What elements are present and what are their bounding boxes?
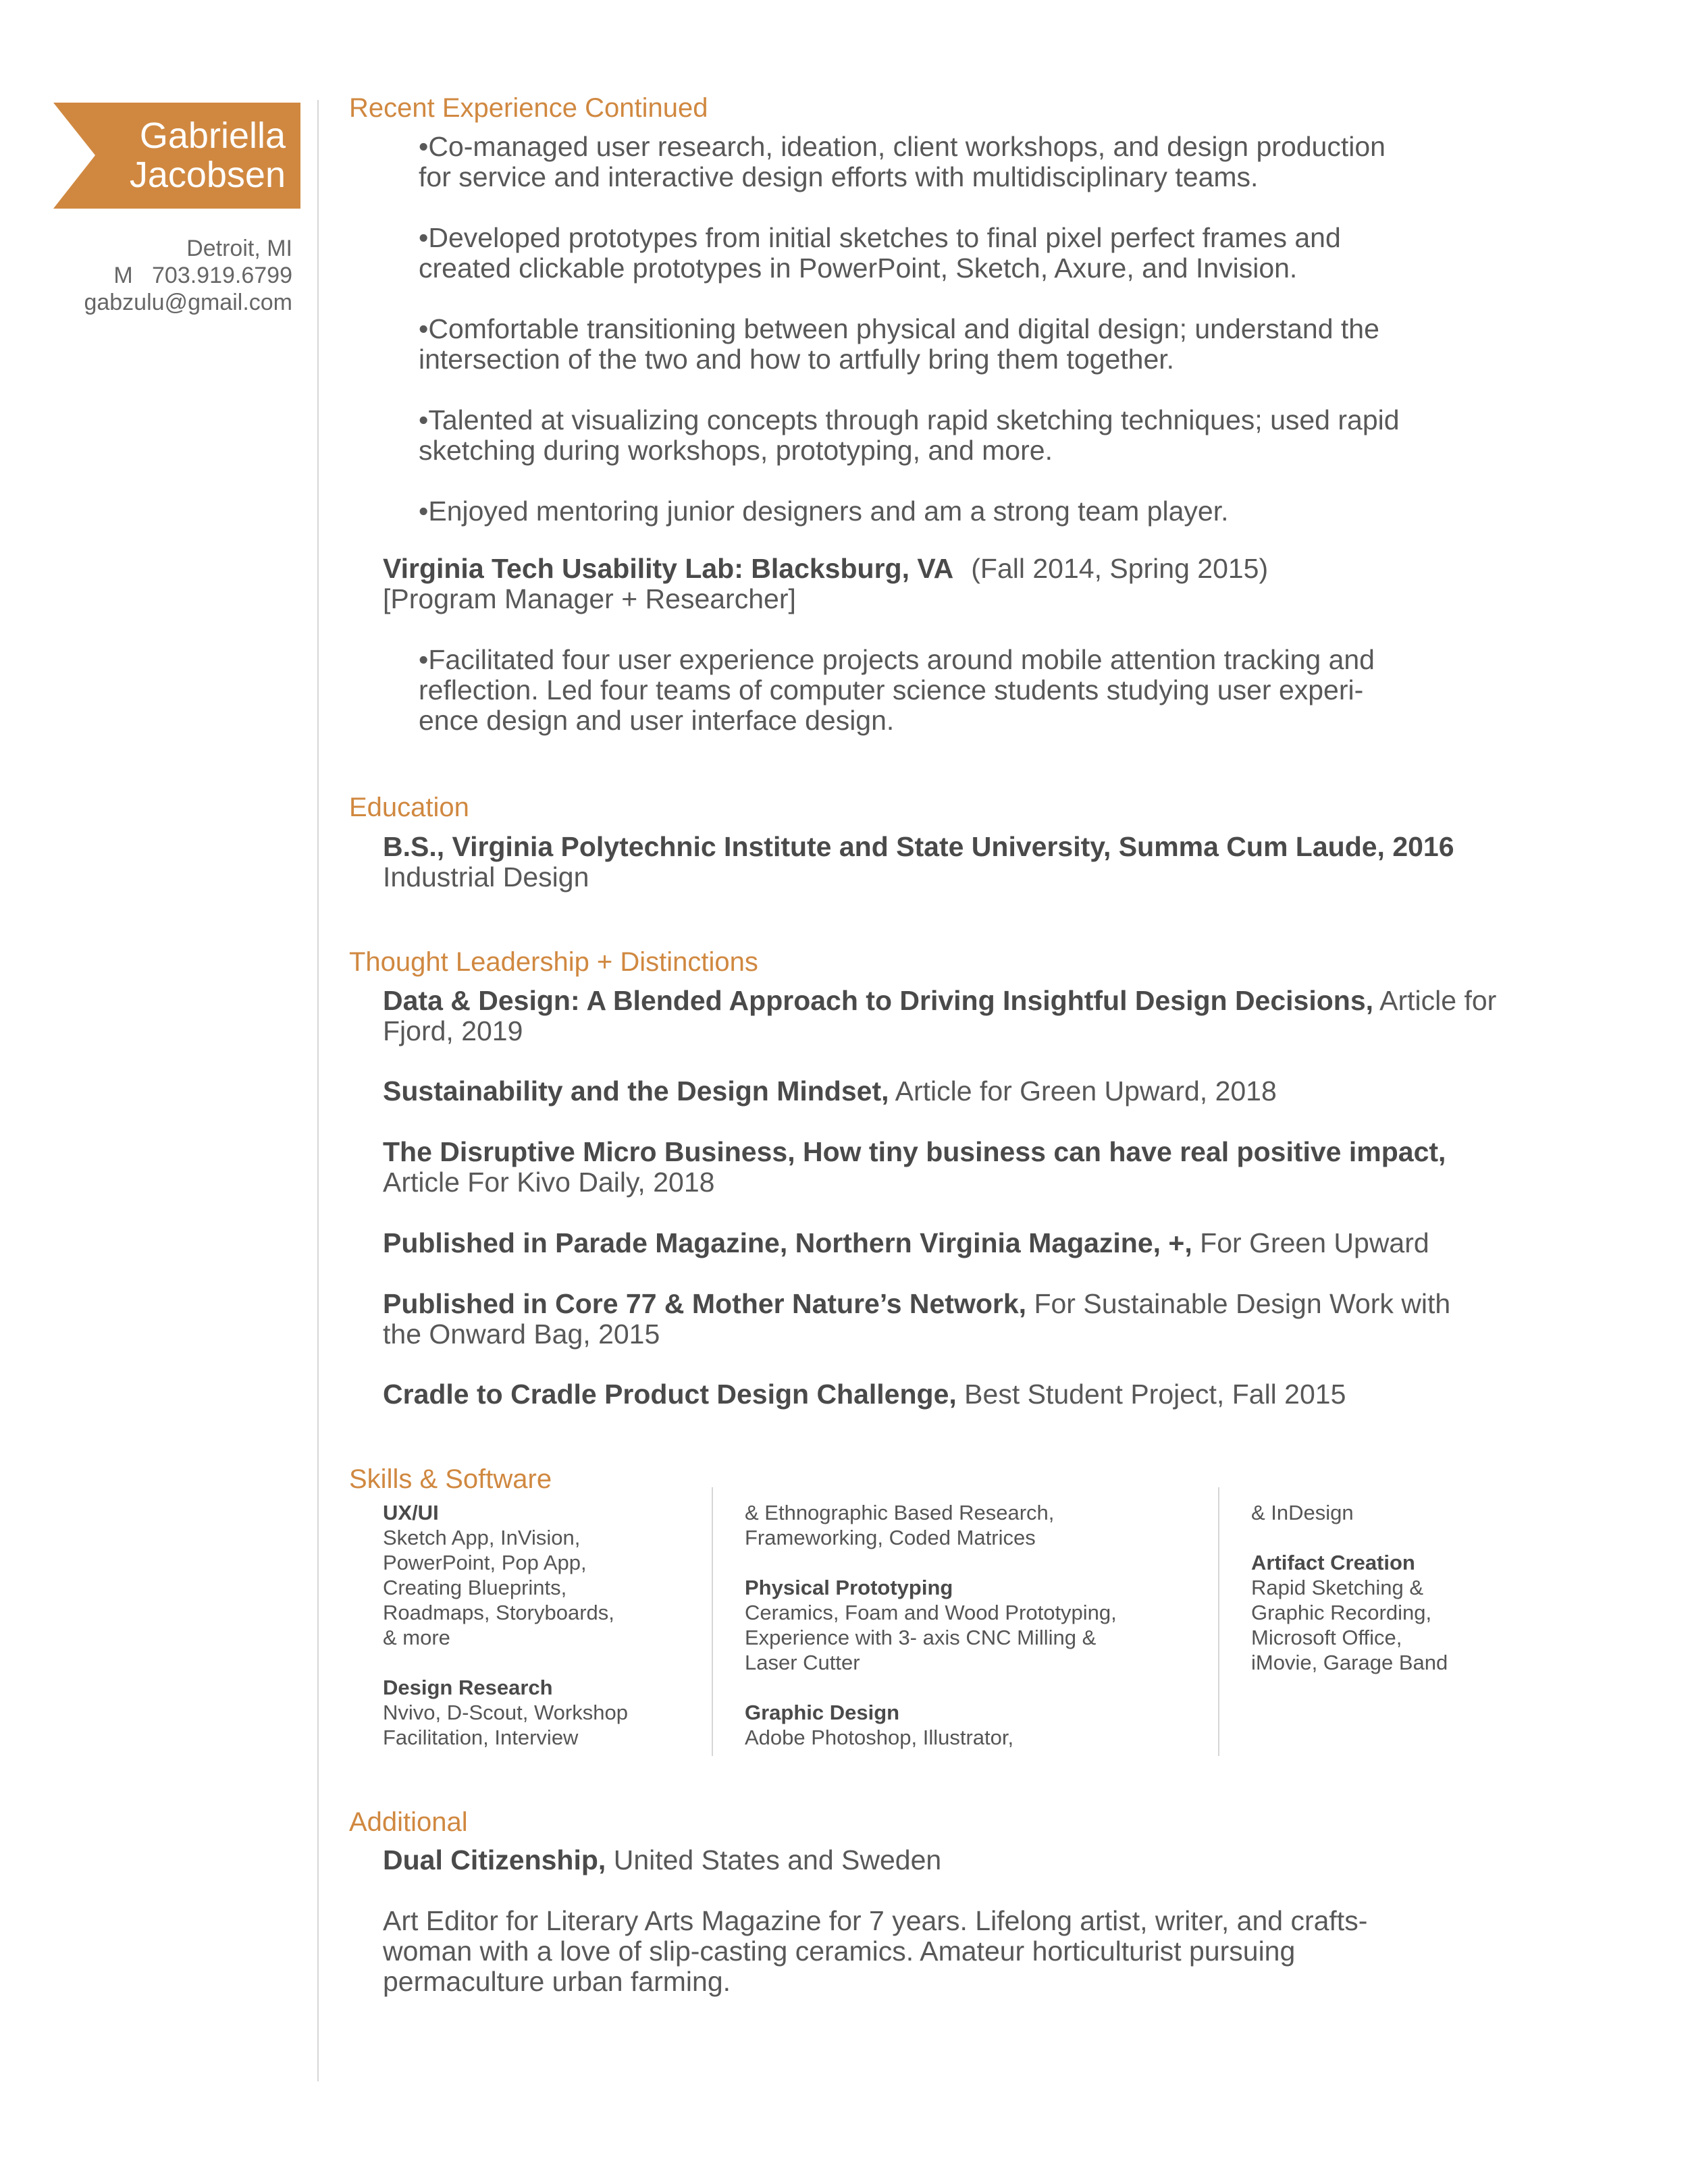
job-bullet-line: reflection. Led four teams of computer science students studying user experi- bbox=[419, 674, 1364, 705]
experience-bullet-line: created clickable prototypes in PowerPoint, Sketch, Axure, and Invision. bbox=[419, 252, 1298, 284]
skill-line: Roadmaps, Storyboards, bbox=[383, 1601, 614, 1624]
skill-line: Laser Cutter bbox=[745, 1651, 860, 1674]
distinction-title: Data & Design: A Blended Approach to Driving Insightful Design Decisions, bbox=[383, 985, 1374, 1016]
distinction-detail: Article for Green Upward, 2018 bbox=[889, 1075, 1277, 1107]
experience-bullet-line: •Developed prototypes from initial sketches to final pixel perfect frames and bbox=[419, 222, 1341, 253]
skill-line: Sketch App, InVision, bbox=[383, 1526, 581, 1549]
job-title-line bbox=[383, 554, 1268, 584]
additional-paragraph-line: woman with a love of slip-casting ceramics. Amateur horticulturist pursuing bbox=[383, 1936, 1296, 1967]
job-bullet-line: ence design and user interface design. bbox=[419, 705, 895, 736]
section-heading-skills: Skills & Software bbox=[349, 1464, 552, 1494]
distinction-item bbox=[383, 1379, 1346, 1410]
skill-line: Frameworking, Coded Matrices bbox=[745, 1526, 1036, 1549]
contact-email: gabzulu@gmail.com bbox=[84, 290, 292, 315]
skill-heading-physical-prototyping: Physical Prototyping bbox=[745, 1576, 953, 1599]
education-field: Industrial Design bbox=[383, 861, 589, 893]
skill-line: PowerPoint, Pop App, bbox=[383, 1551, 587, 1574]
experience-bullet-line: •Enjoyed mentoring junior designers and am a strong team player. bbox=[419, 496, 1229, 527]
distinction-title: The Disruptive Micro Business, How tiny business can have real positive impact, bbox=[383, 1136, 1446, 1167]
skills-column-divider bbox=[1218, 1487, 1219, 1756]
skill-line: Facilitation, Interview bbox=[383, 1726, 579, 1749]
skill-heading-design-research: Design Research bbox=[383, 1676, 553, 1699]
distinction-item bbox=[383, 1228, 1429, 1258]
distinction-detail-line2: the Onward Bag, 2015 bbox=[383, 1319, 660, 1350]
job-org: Virginia Tech Usability Lab: Blacksburg, VA bbox=[383, 553, 954, 584]
skill-line: Graphic Recording, bbox=[1251, 1601, 1432, 1624]
experience-bullet-line: •Co-managed user research, ideation, client workshops, and design production bbox=[419, 131, 1386, 162]
skill-line: & InDesign bbox=[1251, 1501, 1354, 1524]
distinction-title: Published in Core 77 & Mother Nature’s Network, bbox=[383, 1288, 1027, 1319]
distinction-detail: Best Student Project, Fall 2015 bbox=[956, 1379, 1346, 1410]
experience-bullet-line: •Comfortable transitioning between physical and digital design; understand the bbox=[419, 313, 1379, 344]
distinction-detail-line2: Fjord, 2019 bbox=[383, 1015, 523, 1046]
skill-line: Ceramics, Foam and Wood Prototyping, bbox=[745, 1601, 1117, 1624]
section-heading-thought-leadership: Thought Leadership + Distinctions bbox=[349, 947, 758, 977]
job-dates: (Fall 2014, Spring 2015) bbox=[971, 553, 1269, 584]
distinction-item bbox=[383, 986, 1496, 1016]
skill-line: Microsoft Office, bbox=[1251, 1626, 1402, 1649]
distinction-detail: For Sustainable Design Work with bbox=[1026, 1288, 1451, 1319]
job-role: [Program Manager + Researcher] bbox=[383, 583, 796, 614]
citizenship-value: United States and Sweden bbox=[606, 1844, 942, 1875]
citizenship-label: Dual Citizenship, bbox=[383, 1844, 606, 1875]
distinction-detail-line2: Article For Kivo Daily, 2018 bbox=[383, 1167, 715, 1198]
experience-bullet-line: sketching during workshops, prototyping, and more. bbox=[419, 435, 1053, 466]
skill-line: Creating Blueprints, bbox=[383, 1576, 567, 1599]
name-banner bbox=[53, 103, 300, 209]
distinction-title: Sustainability and the Design Mindset, bbox=[383, 1075, 889, 1107]
section-heading-recent-experience: Recent Experience Continued bbox=[349, 93, 708, 123]
additional-paragraph-line: Art Editor for Literary Arts Magazine for 7 years. Lifelong artist, writer, and crafts- bbox=[383, 1905, 1368, 1936]
section-heading-additional: Additional bbox=[349, 1807, 468, 1837]
distinction-title: Published in Parade Magazine, Northern Virginia Magazine, +, bbox=[383, 1227, 1192, 1258]
skill-line: & more bbox=[383, 1626, 450, 1649]
skill-heading-graphic-design: Graphic Design bbox=[745, 1701, 900, 1724]
skill-line: Experience with 3- axis CNC Milling & bbox=[745, 1626, 1097, 1649]
experience-bullet-line: intersection of the two and how to artfully bring them together. bbox=[419, 344, 1175, 375]
skills-column-divider bbox=[712, 1487, 713, 1756]
additional-paragraph-line: permaculture urban farming. bbox=[383, 1966, 731, 1997]
skill-line: Adobe Photoshop, Illustrator, bbox=[745, 1726, 1014, 1749]
distinction-item bbox=[383, 1076, 1277, 1107]
first-name: Gabriella bbox=[139, 115, 286, 156]
last-name: Jacobsen bbox=[129, 155, 286, 195]
skill-line: Nvivo, D-Scout, Workshop bbox=[383, 1701, 628, 1724]
citizenship-line bbox=[383, 1845, 941, 1875]
distinction-item bbox=[383, 1289, 1450, 1319]
skill-line: & Ethnographic Based Research, bbox=[745, 1501, 1055, 1524]
distinction-title: Cradle to Cradle Product Design Challenge, bbox=[383, 1379, 957, 1410]
skill-line: iMovie, Garage Band bbox=[1251, 1651, 1448, 1674]
sidebar-divider bbox=[317, 100, 319, 2081]
contact-location: Detroit, MI bbox=[186, 236, 292, 261]
skill-heading-uxui: UX/UI bbox=[383, 1501, 439, 1524]
section-heading-education: Education bbox=[349, 793, 469, 822]
distinction-detail: Article for bbox=[1373, 985, 1497, 1016]
distinction-item bbox=[383, 1137, 1446, 1167]
education-degree: B.S., Virginia Polytechnic Institute and State University, Summa Cum Laude, 2016 bbox=[383, 831, 1454, 862]
distinction-detail: For Green Upward bbox=[1192, 1227, 1429, 1258]
job-bullet-line: •Facilitated four user experience projects around mobile attention tracking and bbox=[419, 644, 1375, 675]
experience-bullet-line: •Talented at visualizing concepts through rapid sketching techniques; used rapid bbox=[419, 404, 1400, 435]
skill-heading-artifact-creation: Artifact Creation bbox=[1251, 1551, 1415, 1574]
contact-phone: M 703.919.6799 bbox=[113, 263, 292, 288]
experience-bullet-line: for service and interactive design efforts with multidisciplinary teams. bbox=[419, 161, 1259, 192]
skill-line: Rapid Sketching & bbox=[1251, 1576, 1424, 1599]
